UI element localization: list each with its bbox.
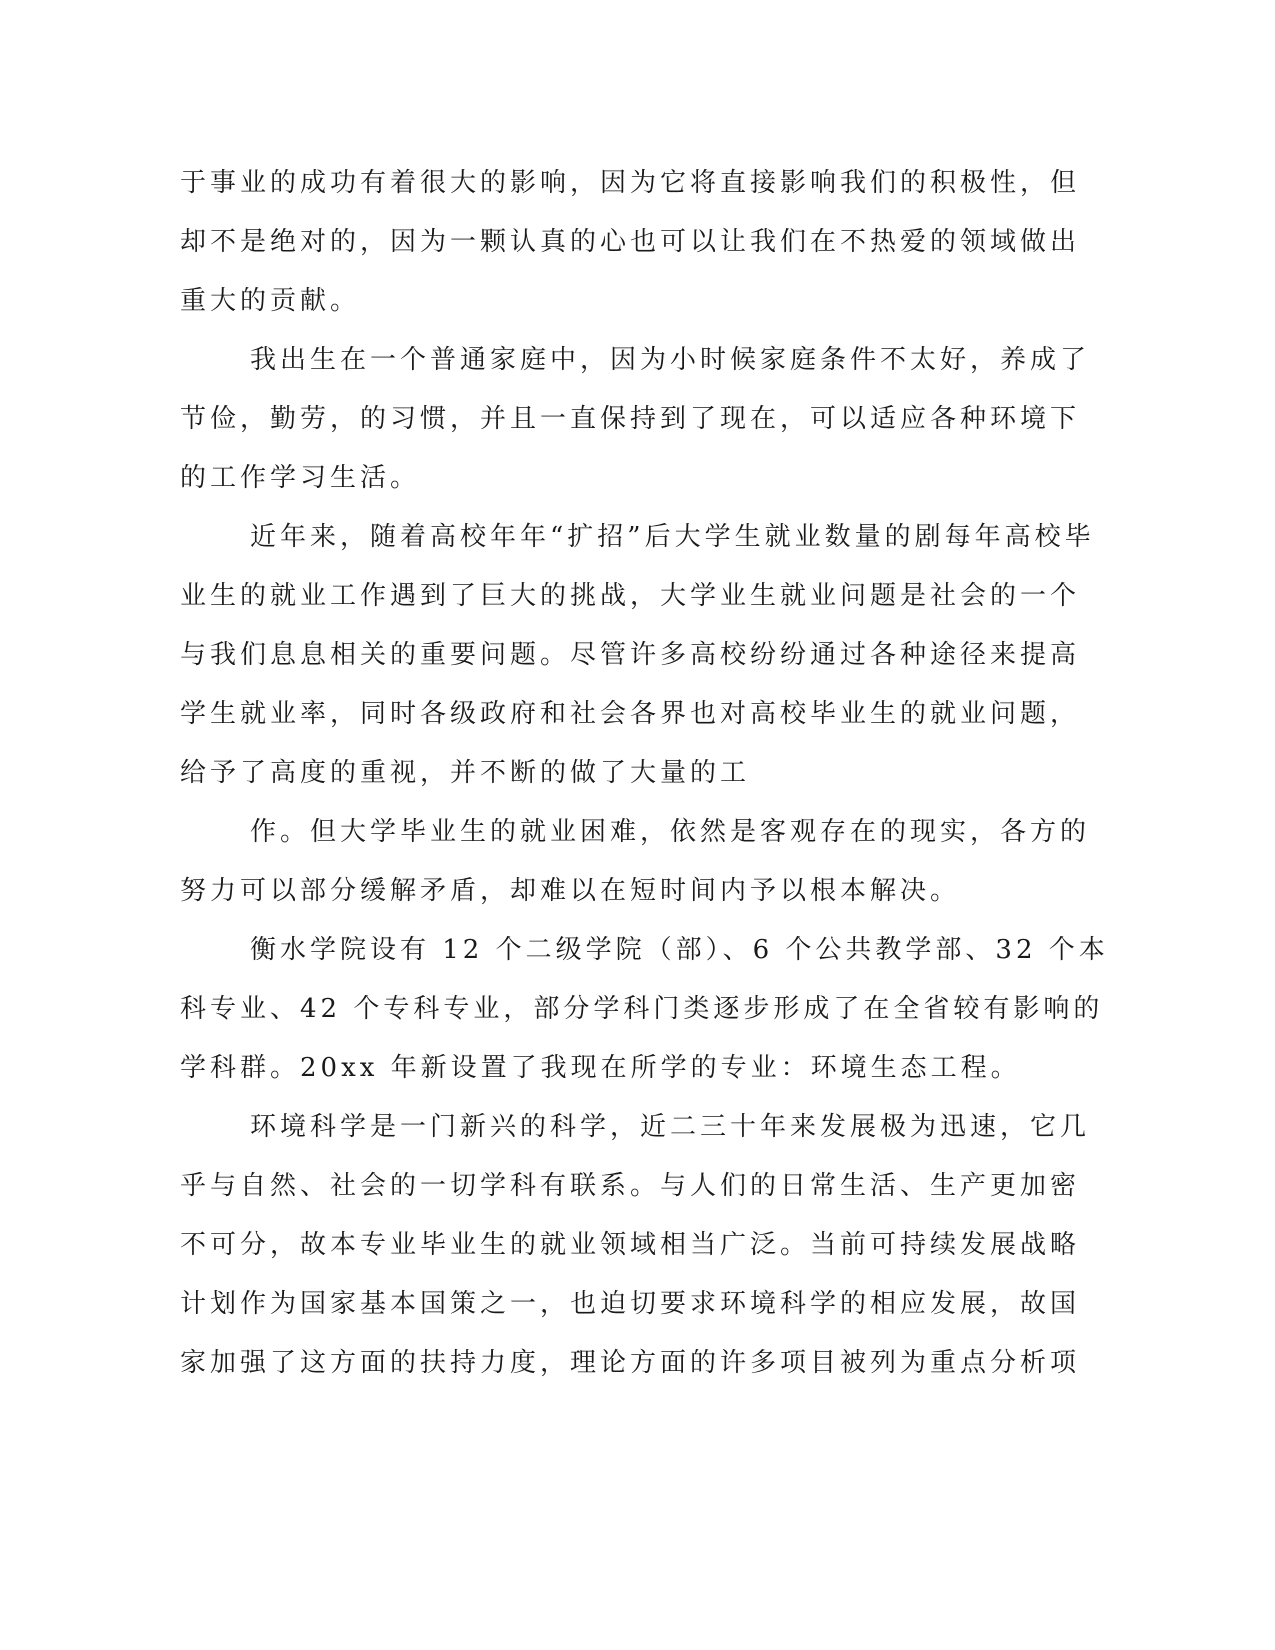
text-line: 不可分，故本专业毕业生的就业领域相当广泛。当前可持续发展战略 [180,1230,1081,1260]
text-line: 学生就业率，同时各级政府和社会各界也对高校毕业生的就业问题， [180,699,1081,729]
text-line: 节俭，勤劳，的习惯，并且一直保持到了现在，可以适应各种环境下 [180,404,1081,434]
text-line: 科专业、42 个专科专业，部分学科门类逐步形成了在全省较有影响的 [180,994,1104,1024]
paragraph-start-line: 作。但大学毕业生的就业困难，依然是客观存在的现实，各方的 [250,817,1091,847]
text-line: 学科群。20xx 年新设置了我现在所学的专业：环境生态工程。 [180,1053,1021,1083]
text-line: 却不是绝对的，因为一颗认真的心也可以让我们在不热爱的领域做出 [180,227,1081,257]
text-line: 于事业的成功有着很大的影响，因为它将直接影响我们的积极性，但 [180,168,1081,198]
text-line: 重大的贡献。 [180,286,361,316]
paragraph-start-line: 衡水学院设有 12 个二级学院（部）、6 个公共教学部、32 个本 [250,935,1109,965]
paragraph-start-line: 环境科学是一门新兴的科学，近二三十年来发展极为迅速，它几 [250,1112,1091,1142]
text-line: 与我们息息相关的重要问题。尽管许多高校纷纷通过各种途径来提高 [180,640,1081,670]
text-line: 家加强了这方面的扶持力度，理论方面的许多项目被列为重点分析项 [180,1348,1081,1378]
text-line: 业生的就业工作遇到了巨大的挑战，大学业生就业问题是社会的一个 [180,581,1081,611]
text-line: 给予了高度的重视，并不断的做了大量的工 [180,758,751,788]
text-line: 努力可以部分缓解矛盾，却难以在短时间内予以根本解决。 [180,876,961,906]
document-body [180,154,1109,1393]
text-line: 的工作学习生活。 [180,463,421,493]
paragraph-start-line: 我出生在一个普通家庭中，因为小时候家庭条件不太好，养成了 [250,345,1091,375]
text-line: 计划作为国家基本国策之一，也迫切要求环境科学的相应发展，故国 [180,1289,1081,1319]
text-line: 乎与自然、社会的一切学科有联系。与人们的日常生活、生产更加密 [180,1171,1081,1201]
paragraph-start-line: 近年来，随着高校年年“扩招”后大学生就业数量的剧每年高校毕 [250,522,1095,552]
